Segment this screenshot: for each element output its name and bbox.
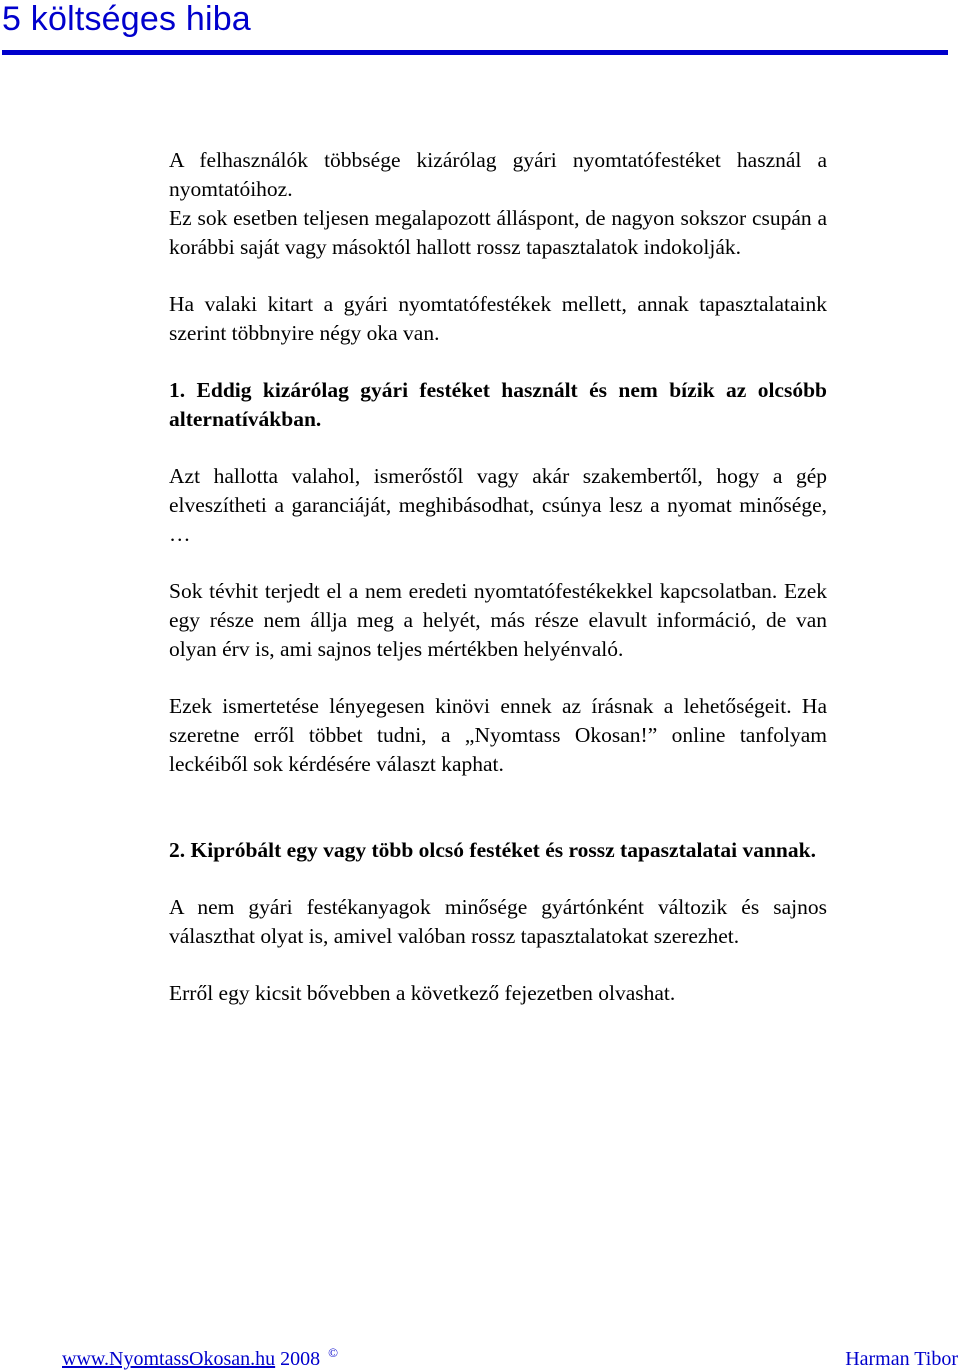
section-heading-2: 2. Kipróbált egy vagy több olcsó festéket és rossz tapasztalatai vannak. bbox=[169, 838, 816, 862]
document-body bbox=[169, 146, 827, 1008]
paragraph-reasons: Ha valaki kitart a gyári nyomtatófestékek mellett, annak tapasztalataink szerint többnyire négy oka van. bbox=[169, 292, 827, 345]
paragraph-heard: Azt hallotta valahol, ismerőstől vagy akár szakembertől, hogy a gép elveszítheti a garanciáját, meghibásodhat, csúnya lesz a nyomat minősége, … bbox=[169, 464, 827, 546]
section-heading-1: 1. Eddig kizárólag gyári festéket használt és nem bízik az olcsóbb alternatívákban. bbox=[169, 378, 827, 431]
paragraph-myths: Sok tévhit terjedt el a nem eredeti nyomtatófestékekkel kapcsolatban. Ezek egy része nem állja meg a helyét, más része elavult információ, de van olyan érv is, ami sajnos teljes mértékben helyénvaló. bbox=[169, 579, 827, 661]
paragraph-quality: A nem gyári festékanyagok minősége gyártónként változik és sajnos választhat olyat is, amivel valóban rossz tapasztalatokat szerezhet. bbox=[169, 895, 827, 948]
paragraph-intro: A felhasználók többsége kizárólag gyári nyomtatófestéket használ a nyomtatóihoz. bbox=[169, 148, 827, 201]
page-title: 5 költséges hiba bbox=[2, 0, 251, 38]
footer-year: 2008 bbox=[280, 1348, 321, 1370]
copyright-icon: © bbox=[328, 1345, 339, 1361]
footer-left bbox=[62, 1347, 338, 1371]
title-divider bbox=[2, 50, 948, 55]
footer-site-link[interactable]: www.NyomtassOkosan.hu bbox=[62, 1348, 276, 1370]
paragraph-course: Ezek ismertetése lényegesen kinövi ennek az írásnak a lehetőségeit. Ha szeretne erről többet tudni, a „Nyomtass Okosan!” online tanfolyam leckéiből sok kérdésére választ kaphat. bbox=[169, 694, 827, 776]
footer-author: Harman Tibor bbox=[845, 1348, 958, 1370]
paragraph-next-chapter: Erről egy kicsit bővebben a következő fejezetben olvashat. bbox=[169, 981, 676, 1005]
paragraph-opinion: Ez sok esetben teljesen megalapozott álláspont, de nagyon sokszor csupán a korábbi saját vagy másoktól hallott rossz tapasztalatok indokolják. bbox=[169, 206, 827, 259]
